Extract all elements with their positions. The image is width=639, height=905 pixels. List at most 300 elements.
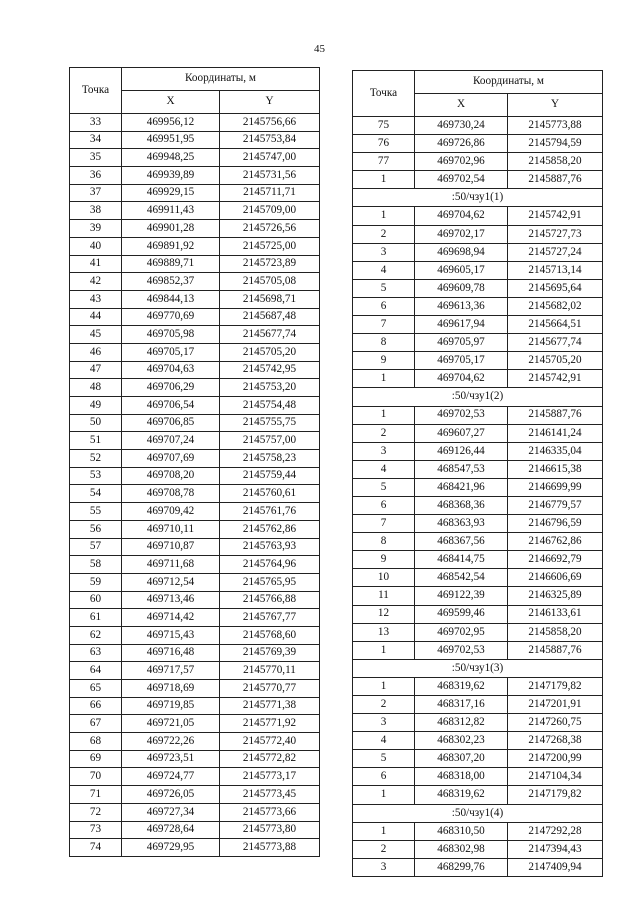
point-cell: 40 <box>70 237 122 255</box>
table-row <box>353 623 603 641</box>
y-cell: 2145764,96 <box>220 556 320 574</box>
point-cell: 41 <box>70 255 122 273</box>
y-cell: 2145742,91 <box>508 207 603 225</box>
y-cell: 2146141,24 <box>508 424 603 442</box>
y-cell: 2146615,38 <box>508 460 603 478</box>
table-row <box>353 117 603 135</box>
table-row <box>70 803 320 821</box>
y-cell: 2147179,82 <box>508 677 603 695</box>
table-row <box>353 569 603 587</box>
point-cell: 5 <box>353 478 415 496</box>
x-cell: 469702,95 <box>415 623 508 641</box>
point-cell: 59 <box>70 573 122 591</box>
y-cell: 2145887,76 <box>508 406 603 424</box>
x-cell: 468363,93 <box>415 515 508 533</box>
y-cell: 2145759,44 <box>220 467 320 485</box>
table-row <box>353 135 603 153</box>
table-row <box>353 840 603 858</box>
x-cell: 469929,15 <box>122 184 220 202</box>
y-cell: 2145773,88 <box>508 117 603 135</box>
point-cell: 67 <box>70 715 122 733</box>
point-cell: 71 <box>70 786 122 804</box>
point-cell: 1 <box>353 370 415 388</box>
point-cell: 58 <box>70 556 122 574</box>
x-cell: 469716,48 <box>122 644 220 662</box>
table-row <box>70 149 320 167</box>
x-cell: 469710,87 <box>122 538 220 556</box>
x-cell: 469707,69 <box>122 450 220 468</box>
header-point: Точка <box>70 68 122 114</box>
table-row <box>70 644 320 662</box>
section-header: :50/чзу1(2) <box>353 388 603 406</box>
x-cell: 469901,28 <box>122 220 220 238</box>
table-row <box>353 478 603 496</box>
point-cell: 56 <box>70 520 122 538</box>
point-cell: 61 <box>70 609 122 627</box>
table-row <box>70 591 320 609</box>
point-cell: 13 <box>353 623 415 641</box>
y-cell: 2145770,11 <box>220 662 320 680</box>
table-row <box>353 279 603 297</box>
x-cell: 469609,78 <box>415 279 508 297</box>
y-cell: 2147179,82 <box>508 786 603 804</box>
x-cell: 469713,46 <box>122 591 220 609</box>
point-cell: 38 <box>70 202 122 220</box>
x-cell: 469706,54 <box>122 397 220 415</box>
table-row <box>70 273 320 291</box>
point-cell: 6 <box>353 768 415 786</box>
table-row <box>353 515 603 533</box>
point-cell: 66 <box>70 697 122 715</box>
x-cell: 469721,05 <box>122 715 220 733</box>
x-cell: 469770,69 <box>122 308 220 326</box>
point-cell: 57 <box>70 538 122 556</box>
point-cell: 72 <box>70 803 122 821</box>
y-cell: 2145757,00 <box>220 432 320 450</box>
point-cell: 45 <box>70 326 122 344</box>
x-cell: 469719,85 <box>122 697 220 715</box>
y-cell: 2147104,34 <box>508 768 603 786</box>
point-cell: 48 <box>70 379 122 397</box>
point-cell: 76 <box>353 135 415 153</box>
x-cell: 469714,42 <box>122 609 220 627</box>
point-cell: 2 <box>353 424 415 442</box>
table-row <box>70 432 320 450</box>
table-row <box>353 786 603 804</box>
x-cell: 469702,54 <box>415 171 508 189</box>
y-cell: 2145682,02 <box>508 297 603 315</box>
header-y: Y <box>508 94 603 117</box>
y-cell: 2145687,48 <box>220 308 320 326</box>
point-cell: 1 <box>353 406 415 424</box>
x-cell: 469705,17 <box>122 343 220 361</box>
point-cell: 3 <box>353 714 415 732</box>
table-row <box>70 503 320 521</box>
x-cell: 469718,69 <box>122 680 220 698</box>
table-row <box>353 243 603 261</box>
table-row <box>70 379 320 397</box>
table-row <box>353 804 603 822</box>
y-cell: 2147201,91 <box>508 696 603 714</box>
point-cell: 63 <box>70 644 122 662</box>
y-cell: 2145767,77 <box>220 609 320 627</box>
y-cell: 2145711,71 <box>220 184 320 202</box>
point-cell: 7 <box>353 316 415 334</box>
y-cell: 2145773,45 <box>220 786 320 804</box>
table-row <box>70 255 320 273</box>
x-cell: 469705,97 <box>415 334 508 352</box>
y-cell: 2145773,17 <box>220 768 320 786</box>
y-cell: 2147394,43 <box>508 840 603 858</box>
x-cell: 469948,25 <box>122 149 220 167</box>
y-cell: 2145723,89 <box>220 255 320 273</box>
table-row <box>353 297 603 315</box>
section-header: :50/чзу1(4) <box>353 804 603 822</box>
y-cell: 2146762,86 <box>508 533 603 551</box>
table-row <box>70 326 320 344</box>
point-cell: 8 <box>353 334 415 352</box>
y-cell: 2145698,71 <box>220 290 320 308</box>
point-cell: 74 <box>70 839 122 857</box>
x-cell: 468542,54 <box>415 569 508 587</box>
left-table-body <box>70 114 320 857</box>
table-row <box>70 733 320 751</box>
point-cell: 36 <box>70 167 122 185</box>
table-row <box>70 114 320 132</box>
y-cell: 2145773,88 <box>220 839 320 857</box>
x-cell: 469723,51 <box>122 750 220 768</box>
x-cell: 469126,44 <box>415 442 508 460</box>
table-row <box>353 460 603 478</box>
point-cell: 10 <box>353 569 415 587</box>
x-cell: 469852,37 <box>122 273 220 291</box>
x-cell: 468302,23 <box>415 732 508 750</box>
table-row <box>70 237 320 255</box>
x-cell: 469727,34 <box>122 803 220 821</box>
point-cell: 11 <box>353 587 415 605</box>
table-row <box>70 680 320 698</box>
point-cell: 3 <box>353 858 415 876</box>
table-row <box>70 573 320 591</box>
y-cell: 2145766,88 <box>220 591 320 609</box>
point-cell: 51 <box>70 432 122 450</box>
y-cell: 2145769,39 <box>220 644 320 662</box>
point-cell: 1 <box>353 641 415 659</box>
point-cell: 44 <box>70 308 122 326</box>
point-cell: 43 <box>70 290 122 308</box>
table-row <box>70 414 320 432</box>
point-cell: 52 <box>70 450 122 468</box>
coordinates-table-left <box>69 67 320 857</box>
table-row <box>353 677 603 695</box>
y-cell: 2146779,57 <box>508 496 603 514</box>
y-cell: 2146606,69 <box>508 569 603 587</box>
x-cell: 469956,12 <box>122 114 220 132</box>
y-cell: 2147260,75 <box>508 714 603 732</box>
x-cell: 469706,29 <box>122 379 220 397</box>
header-point: Точка <box>353 71 415 117</box>
x-cell: 469706,85 <box>122 414 220 432</box>
y-cell: 2145773,80 <box>220 821 320 839</box>
point-cell: 60 <box>70 591 122 609</box>
x-cell: 469728,64 <box>122 821 220 839</box>
y-cell: 2146796,59 <box>508 515 603 533</box>
x-cell: 469710,11 <box>122 520 220 538</box>
table-row <box>70 538 320 556</box>
x-cell: 469705,17 <box>415 352 508 370</box>
y-cell: 2145762,86 <box>220 520 320 538</box>
table-row <box>70 397 320 415</box>
point-cell: 5 <box>353 279 415 297</box>
x-cell: 469889,71 <box>122 255 220 273</box>
y-cell: 2145713,14 <box>508 261 603 279</box>
table-row <box>353 171 603 189</box>
x-cell: 469607,27 <box>415 424 508 442</box>
y-cell: 2145726,56 <box>220 220 320 238</box>
x-cell: 469724,77 <box>122 768 220 786</box>
x-cell: 469698,94 <box>415 243 508 261</box>
point-cell: 1 <box>353 171 415 189</box>
x-cell: 469717,57 <box>122 662 220 680</box>
point-cell: 1 <box>353 786 415 804</box>
point-cell: 1 <box>353 822 415 840</box>
table-row <box>70 220 320 238</box>
y-cell: 2145755,75 <box>220 414 320 432</box>
point-cell: 39 <box>70 220 122 238</box>
table-row <box>70 343 320 361</box>
y-cell: 2145664,51 <box>508 316 603 334</box>
point-cell: 2 <box>353 225 415 243</box>
point-cell: 73 <box>70 821 122 839</box>
table-row <box>353 207 603 225</box>
point-cell: 68 <box>70 733 122 751</box>
y-cell: 2146335,04 <box>508 442 603 460</box>
point-cell: 3 <box>353 243 415 261</box>
table-row <box>353 750 603 768</box>
y-cell: 2145709,00 <box>220 202 320 220</box>
table-row <box>70 184 320 202</box>
table-row <box>70 662 320 680</box>
x-cell: 468547,53 <box>415 460 508 478</box>
point-cell: 35 <box>70 149 122 167</box>
point-cell: 70 <box>70 768 122 786</box>
point-cell: 69 <box>70 750 122 768</box>
table-row <box>70 839 320 857</box>
x-cell: 468367,56 <box>415 533 508 551</box>
x-cell: 468312,82 <box>415 714 508 732</box>
x-cell: 469708,20 <box>122 467 220 485</box>
y-cell: 2146133,61 <box>508 605 603 623</box>
table-row <box>353 587 603 605</box>
y-cell: 2145705,20 <box>508 352 603 370</box>
x-cell: 468310,50 <box>415 822 508 840</box>
table-row <box>353 334 603 352</box>
y-cell: 2145754,48 <box>220 397 320 415</box>
header-x: X <box>122 91 220 114</box>
x-cell: 468318,00 <box>415 768 508 786</box>
table-row <box>70 715 320 733</box>
table-row <box>353 822 603 840</box>
y-cell: 2146699,99 <box>508 478 603 496</box>
x-cell: 469729,95 <box>122 839 220 857</box>
table-row <box>70 697 320 715</box>
page-number: 45 <box>314 43 325 55</box>
x-cell: 469702,96 <box>415 153 508 171</box>
table-row <box>353 352 603 370</box>
y-cell: 2145727,73 <box>508 225 603 243</box>
point-cell: 53 <box>70 467 122 485</box>
section-header: :50/чзу1(3) <box>353 659 603 677</box>
point-cell: 4 <box>353 460 415 478</box>
y-cell: 2145771,92 <box>220 715 320 733</box>
table-row <box>353 533 603 551</box>
table-row <box>70 202 320 220</box>
table-row <box>353 605 603 623</box>
point-cell: 37 <box>70 184 122 202</box>
table-row <box>70 768 320 786</box>
y-cell: 2145772,40 <box>220 733 320 751</box>
x-cell: 469939,89 <box>122 167 220 185</box>
x-cell: 468319,62 <box>415 677 508 695</box>
y-cell: 2146325,89 <box>508 587 603 605</box>
point-cell: 33 <box>70 114 122 132</box>
y-cell: 2145765,95 <box>220 573 320 591</box>
y-cell: 2145768,60 <box>220 626 320 644</box>
table-row <box>353 442 603 460</box>
header-y: Y <box>220 91 320 114</box>
x-cell: 469599,46 <box>415 605 508 623</box>
y-cell: 2145742,91 <box>508 370 603 388</box>
x-cell: 469911,43 <box>122 202 220 220</box>
x-cell: 468421,96 <box>415 478 508 496</box>
point-cell: 9 <box>353 352 415 370</box>
x-cell: 468368,36 <box>415 496 508 514</box>
point-cell: 3 <box>353 442 415 460</box>
x-cell: 469709,42 <box>122 503 220 521</box>
y-cell: 2147409,94 <box>508 858 603 876</box>
y-cell: 2146692,79 <box>508 551 603 569</box>
table-row <box>70 308 320 326</box>
x-cell: 469122,39 <box>415 587 508 605</box>
coordinates-table-right <box>352 70 603 877</box>
point-cell: 42 <box>70 273 122 291</box>
point-cell: 6 <box>353 496 415 514</box>
table-row <box>70 290 320 308</box>
y-cell: 2145731,56 <box>220 167 320 185</box>
table-row <box>353 732 603 750</box>
x-cell: 469715,43 <box>122 626 220 644</box>
point-cell: 46 <box>70 343 122 361</box>
point-cell: 1 <box>353 677 415 695</box>
point-cell: 4 <box>353 732 415 750</box>
point-cell: 62 <box>70 626 122 644</box>
y-cell: 2145887,76 <box>508 641 603 659</box>
x-cell: 469707,24 <box>122 432 220 450</box>
x-cell: 468307,20 <box>415 750 508 768</box>
header-coordinates: Координаты, м <box>415 71 603 94</box>
x-cell: 468317,16 <box>415 696 508 714</box>
y-cell: 2145725,00 <box>220 237 320 255</box>
y-cell: 2145771,38 <box>220 697 320 715</box>
y-cell: 2145742,95 <box>220 361 320 379</box>
table-row <box>70 485 320 503</box>
table-row <box>353 696 603 714</box>
point-cell: 54 <box>70 485 122 503</box>
table-row <box>353 153 603 171</box>
table-row <box>70 609 320 627</box>
point-cell: 2 <box>353 840 415 858</box>
x-cell: 469702,17 <box>415 225 508 243</box>
y-cell: 2145705,08 <box>220 273 320 291</box>
section-header: :50/чзу1(1) <box>353 189 603 207</box>
y-cell: 2145770,77 <box>220 680 320 698</box>
y-cell: 2145753,84 <box>220 131 320 149</box>
table-row <box>70 786 320 804</box>
x-cell: 469705,98 <box>122 326 220 344</box>
table-row <box>70 556 320 574</box>
right-table-body <box>353 117 603 877</box>
y-cell: 2145760,61 <box>220 485 320 503</box>
table-row <box>353 370 603 388</box>
table-row <box>70 361 320 379</box>
x-cell: 468319,62 <box>415 786 508 804</box>
x-cell: 469844,13 <box>122 290 220 308</box>
table-row <box>353 406 603 424</box>
table-row <box>70 821 320 839</box>
point-cell: 9 <box>353 551 415 569</box>
table-row <box>70 520 320 538</box>
table-row <box>353 714 603 732</box>
y-cell: 2147268,38 <box>508 732 603 750</box>
table-row <box>353 225 603 243</box>
x-cell: 469951,95 <box>122 131 220 149</box>
table-row <box>70 750 320 768</box>
point-cell: 1 <box>353 207 415 225</box>
x-cell: 469891,92 <box>122 237 220 255</box>
header-coordinates: Координаты, м <box>122 68 320 91</box>
x-cell: 469722,26 <box>122 733 220 751</box>
y-cell: 2145705,20 <box>220 343 320 361</box>
point-cell: 5 <box>353 750 415 768</box>
y-cell: 2145747,00 <box>220 149 320 167</box>
point-cell: 12 <box>353 605 415 623</box>
table-row <box>70 167 320 185</box>
x-cell: 469617,94 <box>415 316 508 334</box>
header-x: X <box>415 94 508 117</box>
table-row <box>70 626 320 644</box>
point-cell: 6 <box>353 297 415 315</box>
y-cell: 2145887,76 <box>508 171 603 189</box>
x-cell: 469711,68 <box>122 556 220 574</box>
x-cell: 469730,24 <box>415 117 508 135</box>
y-cell: 2145677,74 <box>508 334 603 352</box>
point-cell: 75 <box>353 117 415 135</box>
y-cell: 2145758,23 <box>220 450 320 468</box>
table-row <box>353 316 603 334</box>
x-cell: 469726,05 <box>122 786 220 804</box>
table-row <box>353 659 603 677</box>
point-cell: 4 <box>353 261 415 279</box>
y-cell: 2145858,20 <box>508 623 603 641</box>
x-cell: 469702,53 <box>415 641 508 659</box>
x-cell: 469613,36 <box>415 297 508 315</box>
point-cell: 8 <box>353 533 415 551</box>
table-row <box>353 768 603 786</box>
x-cell: 468302,98 <box>415 840 508 858</box>
table-row <box>353 641 603 659</box>
y-cell: 2145773,66 <box>220 803 320 821</box>
table-row <box>353 189 603 207</box>
